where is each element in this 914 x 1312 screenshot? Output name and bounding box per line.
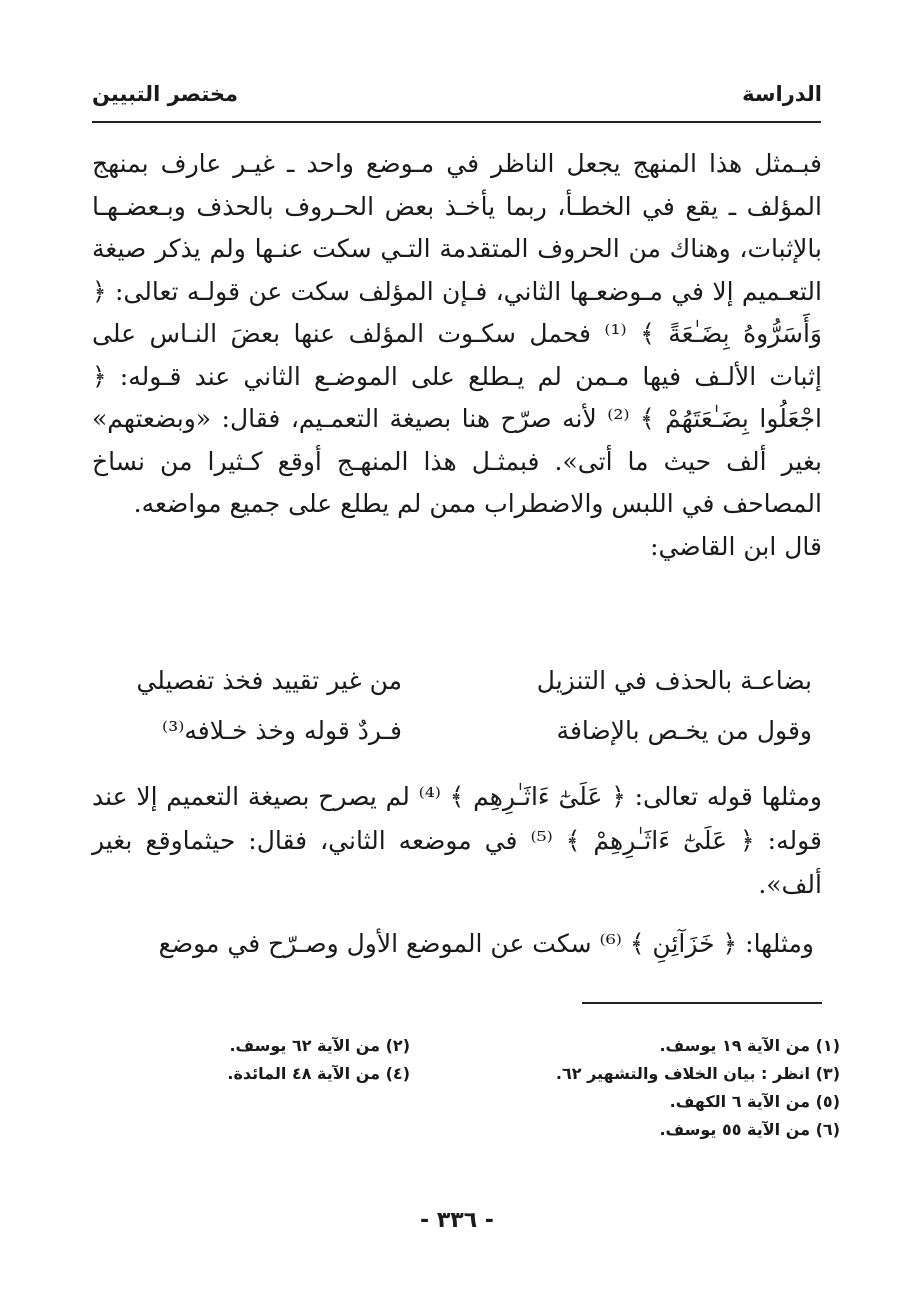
footnote-column-left <box>70 1032 410 1088</box>
footnote: (٦) من الآية ٥٥ يوسف. <box>659 1120 840 1139</box>
poem-verses <box>102 656 812 756</box>
footnote-divider <box>582 1002 822 1004</box>
footnote: (٣) انظر : بيان الخلاف والتشهير ٦٢. <box>555 1064 840 1083</box>
header-divider <box>92 121 821 123</box>
running-header-section: الدراسة <box>742 82 822 106</box>
poem-hemistich-first: وقول من يخـص بالإضافة <box>556 716 812 745</box>
paragraph: ومثلها: ﴿ خَزَآئِنِ ﴾ ⁽⁶⁾ سكت عن الموضع الأول وصـرّح في موضع <box>158 929 814 958</box>
poem-line <box>102 706 812 756</box>
quote-intro: قال ابن القاضي: <box>650 531 822 561</box>
footnote: (٢) من الآية ٦٢ يوسف. <box>229 1036 410 1055</box>
poem-hemistich-first: بضاعـة بالحذف في التنزيل <box>536 666 812 695</box>
footnote: (١) من الآية ١٩ يوسف. <box>659 1036 840 1055</box>
paragraph: ومثلها قوله تعالى: ﴿ عَلَىٰٓ ءَاثَـٰرِهِم ﴾ ⁽⁴⁾ لم يصرح بصيغة التعميم إلا عند قوله: ﴿ عَلَىٰٓ ءَاثَـٰرِهِمْ ﴾ ⁽⁵⁾ في موضعه الثاني، فقال: حيثماوقع بغير ألف». <box>92 782 822 899</box>
footnote: (٥) من الآية ٦ الكهف. <box>669 1092 840 1111</box>
main-text-continued <box>92 775 822 907</box>
footnote-column-right <box>440 1032 840 1144</box>
running-header-book-title: مختصر التبيين <box>92 82 239 106</box>
paragraph: فبـمثل هذا المنهج يجعل الناظر في مـوضع واحد ـ غيـر عارف بمنهج المؤلف ـ يقع في الخطـأ، ربما يأخـذ بعض الحـروف بالحذف وبـعضـهـا بالإثبات، وهناك من الحروف المتقدمة التـي سكت عنـها ولم يذكر صيغة التعـميم إلا في مـوضعـها الثاني، فـإن المؤلف سكت عن قولـه تعالى: ﴿ وَأَسَرُّوهُ بِضَـٰعَةً ﴾ ⁽¹⁾ فحمل سكـوت المؤلف عنها بعضَ النـاس على إثبات الألـف فيها مـمن لم يـطلع على الموضـع الثاني عند قـوله: ﴿ اجْعَلُوا بِضَـٰعَتَهُمْ ﴾ ⁽²⁾ لأنه صرّح هنا بصيغة التعمـيم، فقال: «وبضعتهم» بغير ألف حيث ما أتى». فبمثـل هذا المنهـج أوقع كـثيرا من نساخ المصاحف في اللبس والاضطراب ممن لم يطلع على جميع مواضعه. <box>92 149 822 518</box>
main-text <box>92 143 822 568</box>
poem-line <box>102 656 812 706</box>
poem-hemistich-second: فـردٌ قوله وخذ خـلافه⁽³⁾ <box>162 716 402 745</box>
footnote: (٤) من الآية ٤٨ المائدة. <box>227 1064 410 1083</box>
page-number: - ٣٣٦ - <box>420 1208 494 1233</box>
poem-hemistich-second: من غير تقييد فخذ تفصيلي <box>136 666 402 695</box>
